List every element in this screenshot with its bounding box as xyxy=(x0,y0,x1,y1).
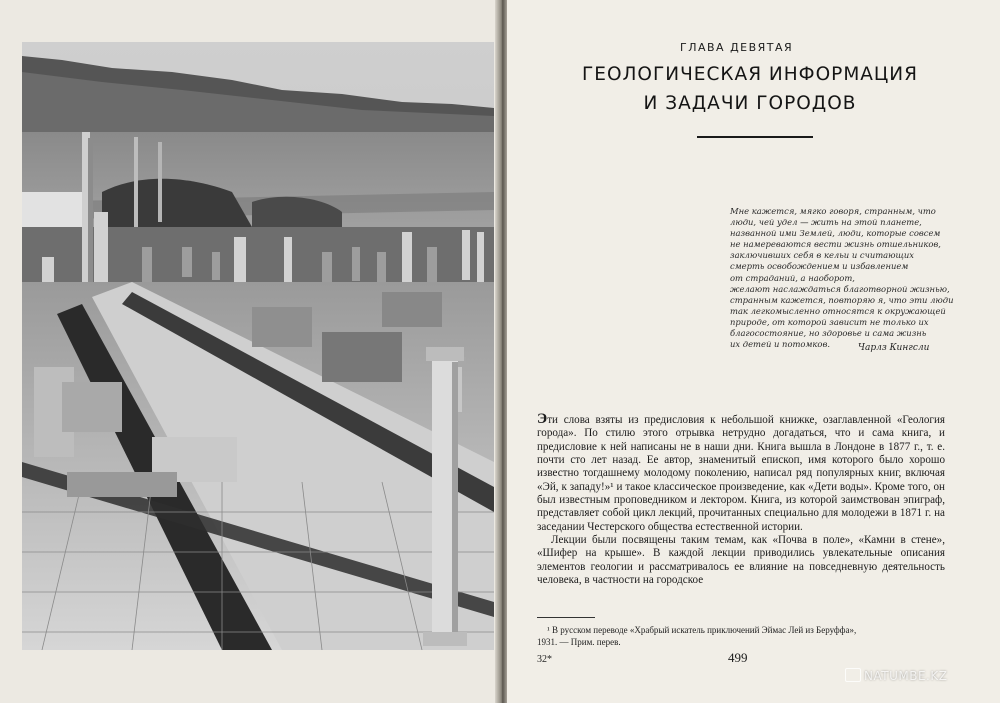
title-divider xyxy=(697,136,813,138)
drop-cap: Э xyxy=(537,411,548,427)
chapter-title-line-2: И ЗАДАЧИ ГОРОДОВ xyxy=(643,93,857,114)
watermark xyxy=(845,668,947,683)
epigraph-line: от страданий, а наоборот, xyxy=(730,272,855,283)
epigraph-author: Чарлз Кингсли xyxy=(858,343,930,353)
chapter-title xyxy=(580,60,920,118)
epigraph-line: смерть освобождением и избавлением xyxy=(730,261,909,272)
epigraph-line: природе, от которой зависит не только их xyxy=(730,316,929,327)
paragraph-2: Лекции были посвящены таким темам, как «Почва в поле», «Камни в стене», «Шифер на крыше». В каждой лекции приводились увлекательные описания элементов геологии и рассматривалось ее влияние на повседневную деятельность человека, в частности на городское xyxy=(537,534,945,587)
epigraph-line: странным кажется, повторяю я, что эти люди xyxy=(730,294,954,305)
page-number: 499 xyxy=(728,650,748,665)
chapter-label: ГЛАВА ДЕВЯТАЯ xyxy=(680,41,794,54)
body-text xyxy=(537,413,945,587)
epigraph-line: Мне кажется, мягко говоря, странным, что xyxy=(730,206,936,216)
paragraph-1-text: ти слова взяты из предисловия к небольшой книжке, озаглавленной «Геология города». По стилю этого отрывка нетрудно догадаться, что и сама книга, и предисловие к ней написаны не в наши дни. Книга вышла в Лондоне в 1877 г., т. е. почти сто лет назад. Ее автор, знаменитый епископ, имя которого было хорошо известно тогдашнему молодому поколению, написал ряд популярных книг, включая «Эй, к западу!»¹ и такое классическое произведение, как «Дети воды». Кроме того, он был известным проповедником и лектором. Книга, из которой заимствован эпиграф, представляет собой цикл лекций, прочитанных специально для молодежи в 1871 г. на заседании Честерского общества естественной истории. xyxy=(537,414,945,533)
paragraph-1 xyxy=(537,413,945,534)
ruins-photograph xyxy=(22,42,494,650)
footnote xyxy=(537,624,945,648)
footnote-line-2: 1931. — Прим. перев. xyxy=(537,637,621,647)
signature-mark: 32* xyxy=(537,654,552,665)
watermark-logo-icon xyxy=(845,668,861,682)
chapter-title-line-1: ГЕОЛОГИЧЕСКАЯ ИНФОРМАЦИЯ xyxy=(581,64,918,85)
epigraph-line: люди, чей удел — жить на этой планете, xyxy=(730,217,922,228)
epigraph-line: так легкомысленно относятся к окружающей xyxy=(730,305,946,316)
watermark-text: NATUMBE.KZ xyxy=(864,669,948,683)
epigraph-line: желают наслаждаться благотворной жизнью, xyxy=(730,283,950,294)
epigraph xyxy=(730,206,960,350)
epigraph-line: заключивших себя в кельи и считающих xyxy=(730,250,915,261)
epigraph-line: их детей и потомков. xyxy=(730,339,830,350)
footnote-line-1: ¹ В русском переводе «Храбрый искатель приключений Эймас Лей из Беруффа», xyxy=(547,625,857,635)
epigraph-line: названной ими Землей, люди, которые совсем xyxy=(730,228,941,239)
epigraph-line: благосостояние, но здоровье и сама жизнь xyxy=(730,328,927,339)
footnote-divider xyxy=(537,617,595,618)
epigraph-line: не намереваются вести жизнь отшельников, xyxy=(730,239,941,250)
